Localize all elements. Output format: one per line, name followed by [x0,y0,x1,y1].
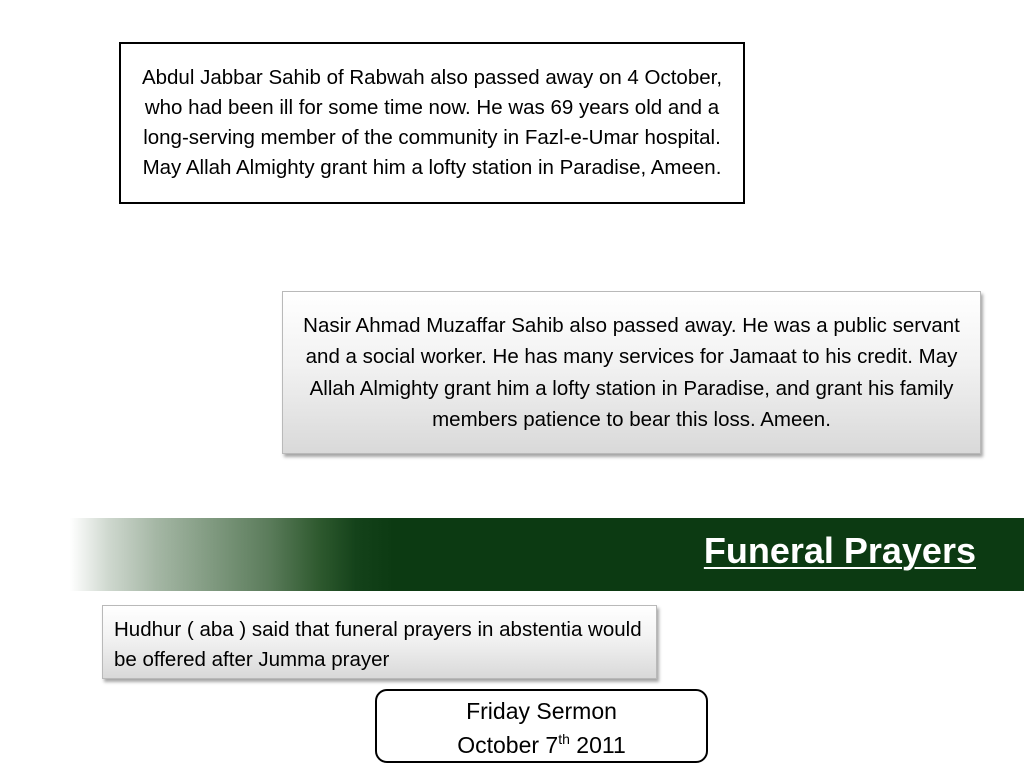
hudhur-text-box [102,605,657,679]
sermon-date-suffix: th [558,731,570,747]
abdul-jabbar-text-box [119,42,745,204]
sermon-label: Friday Sermon [466,698,617,724]
nasir-ahmad-text-box [282,291,981,454]
hudhur-text: Hudhur ( aba ) said that funeral prayers in abstentia would be offered after Jumma prayer [114,618,642,671]
abdul-jabbar-text: Abdul Jabbar Sahib of Rabwah also passed away on 4 October, who had been ill for some time now. He was 69 years old and a long-serving member of the community in Fazl-e-Umar hospital. May Allah Almighty grant him a lofty station in Paradise, Ameen. [141,66,723,179]
slide-title: Funeral Prayers [703,530,976,571]
sermon-date-prefix: October 7 [457,732,559,758]
sermon-date-year: 2011 [569,732,626,758]
nasir-ahmad-text: Nasir Ahmad Muzaffar Sahib also passed away. He was a public servant and a social worker. He has many services for Jamaat to his credit. May Allah Almighty grant him a lofty station in Paradise, and grant his family members patience to bear this loss. Ameen. [303,313,960,431]
sermon-date [377,728,706,762]
sermon-date-box [375,689,708,763]
